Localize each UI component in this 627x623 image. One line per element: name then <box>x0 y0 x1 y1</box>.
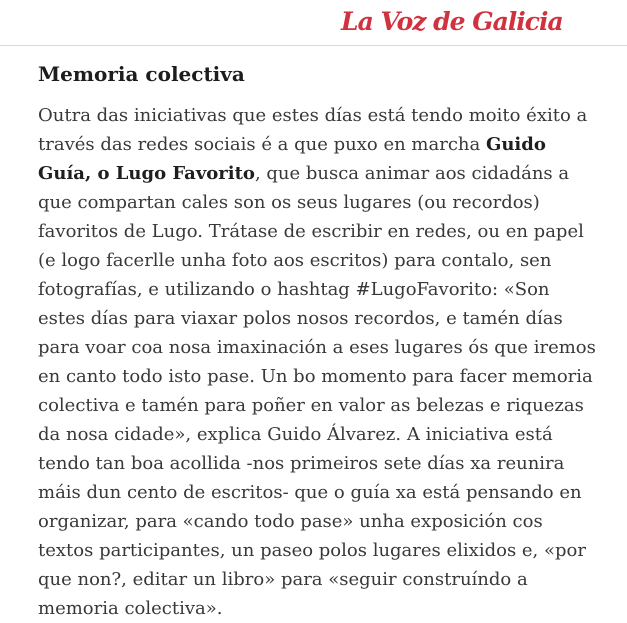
newspaper-logo[interactable]: La Voz de Galicia <box>341 7 563 36</box>
article <box>0 46 627 623</box>
site-header <box>0 0 627 46</box>
article-title: Memoria colectiva <box>38 62 245 86</box>
article-paragraph: Outra das iniciativas que estes días está tendo moito éxito a través das redes sociais é a que puxo en marcha Guido Guía, o Lugo Favorito, que busca animar aos cidadáns a que compartan cales son os seus lugares (ou recordos) favoritos de Lugo. Trátase de escribir en redes, ou en papel (e logo facerlle unha foto aos escritos) para contalo, sen fotografías, e utilizando o hashtag #LugoFavorito: «Son estes días para viaxar polos nosos recordos, e tamén días para voar coa nosa imaxinación a eses lugares ós que iremos en canto todo isto pase. Un bo momento para facer memoria colectiva e tamén para poñer en valor as belezas e riquezas da nosa cidade», explica Guido Álvarez. A iniciativa está tendo tan boa acollida -nos primeiros sete días xa reunira máis dun cento de escritos- que o guía xa está pensando en organizar, para «cando todo pase» unha exposición cos textos participantes, un paseo polos lugares elixidos e, «por que non?, editar un libro» para «seguir construíndo a memoria colectiva». <box>38 105 596 619</box>
